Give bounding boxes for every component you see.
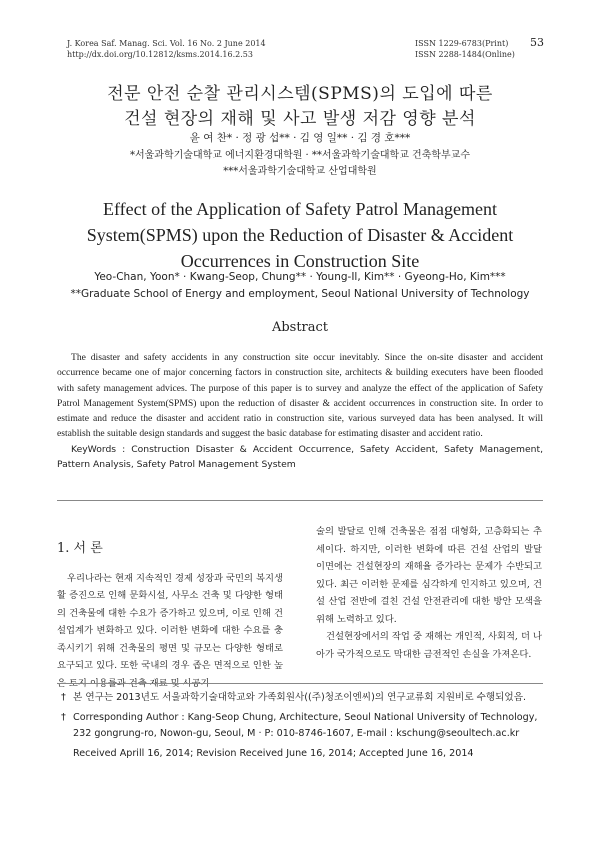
journal-header [67, 38, 266, 60]
issn-print: ISSN 1229-6783(Print) [415, 39, 509, 48]
english-title-line-3: Occurrences in Construction Site [180, 251, 420, 271]
journal-citation: J. Korea Saf. Manag. Sci. Vol. 16 No. 2 June 2014 [67, 39, 266, 48]
intro-paragraph-1: 우리나라는 현재 지속적인 경제 성장과 국민의 복지생활 증진으로 인해 문화시설, 사무소 건축 및 다양한 형태의 건축물에 대한 수요가 증가하고 있으며, 이로 인해 건설업계가 변화하고 있다. 이러한 변화에 대한 수요를 충족시키기 위해 건축물의 평면 및 규모는 다양한 형태로 요구되고 있다. 또한 국내의 경우 좁은 면적으로 인한 높은 토지 이용률과 건축 재료 및 시공기 [57, 572, 283, 689]
abstract-body [57, 350, 543, 472]
page-number: 53 [530, 36, 544, 49]
corresponding-author-text: Corresponding Author : Kang-Seop Chung, Architecture, Seoul National University of Technology, 232 gongrung-ro, Nowon-gu, Seoul, M · P: 010-8746-1607, E-mail : kschung@seoultech.ac.kr [73, 712, 538, 739]
received-dates: Received Aprill 16, 2014; Revision Received June 16, 2014; Accepted June 16, 2014 [73, 748, 474, 759]
intro-paragraph-2: 건설현장에서의 작업 중 재해는 개인적, 사회적, 더 나아가 국가적으로도 막대한 금전적인 손실을 가져온다. [316, 631, 542, 660]
korean-title-line-1: 전문 안전 순찰 관리시스템(SPMS)의 도입에 따른 [107, 84, 493, 104]
section-heading: 1. 서 론 [57, 541, 103, 556]
keywords: KeyWords : Construction Disaster & Accident Occurrence, Safety Accident, Safety Management, Pattern Analysis, Safety Patrol Management System [57, 443, 543, 471]
footnote-funding [57, 690, 547, 706]
english-authors: Yeo-Chan, Yoon* · Kwang-Seop, Chung** · Young-Il, Kim** · Gyeong-Ho, Kim*** [94, 271, 506, 283]
korean-authors: 윤 여 찬* · 정 광 섭** · 김 영 일** · 김 경 호*** [189, 132, 411, 144]
korean-affiliation-line-2: ***서울과학기술대학교 산업대학원 [223, 166, 377, 177]
english-affiliation: **Graduate School of Energy and employment, Seoul National University of Technology [70, 288, 530, 300]
dagger-mark: † [61, 692, 66, 703]
english-title-line-1: Effect of the Application of Safety Patrol Management [102, 199, 498, 219]
footnote-corresponding [57, 710, 547, 742]
korean-affiliations [0, 148, 600, 180]
english-title [0, 196, 600, 274]
section-divider [57, 500, 543, 501]
issn-online: ISSN 2288-1484(Online) [415, 50, 515, 59]
issn-block [415, 38, 515, 60]
footnotes [57, 690, 547, 766]
left-column [57, 540, 283, 692]
abstract-heading: Abstract [271, 320, 329, 335]
right-column [316, 523, 542, 663]
abstract-text: The disaster and safety accidents in any construction site occur inevitably. Since the on-site disaster and accident occurrence became one of major concerning factors in construction site, architects & building executers have been flooded with safety management advices. The purpose of this paper is to survey and analyze the effect of the application of Safety Patrol Management System(SPMS) upon the reduction of disaster & accident occurrences in construction site. In order to estimate and reduce the disaster and accident ratio in construction site, various surveyed data has been analysed. It will establish the suitable design standards and suggest the basic database for estimating disaster and accident ratio. [57, 352, 543, 440]
dagger-mark: † [61, 712, 66, 723]
korean-title-line-2: 건설 현장의 재해 및 사고 발생 저감 영향 분석 [124, 109, 476, 129]
footnote-divider [57, 683, 543, 684]
doi-link[interactable]: http://dx.doi.org/10.12812/ksms.2014.16.2.53 [67, 50, 253, 59]
korean-affiliation-line-1: *서울과학기술대학교 에너지환경대학원 · **서울과학기술대학교 건축학부교수 [129, 150, 470, 161]
english-title-line-2: System(SPMS) upon the Reduction of Disaster & Accident [86, 225, 514, 245]
intro-paragraph-continued: 술의 발달로 인해 건축물은 점점 대형화, 고층화되는 추세이다. 하지만, 이러한 변화에 따른 건설 산업의 발달 이면에는 건설현장의 재해율 증가라는 문제가 수반되고 있다. 최근 이러한 문제를 심각하게 인지하고 있으며, 건설 산업 전반에 걸친 건설 안전관리에 대한 방안 모색을 위해 노력하고 있다. [316, 526, 542, 625]
funding-text: 본 연구는 2013년도 서울과학기술대학교와 가족회원사((주)청조이엔씨)의 연구교류회 지원비로 수행되었음. [73, 692, 527, 703]
korean-title [0, 82, 600, 132]
